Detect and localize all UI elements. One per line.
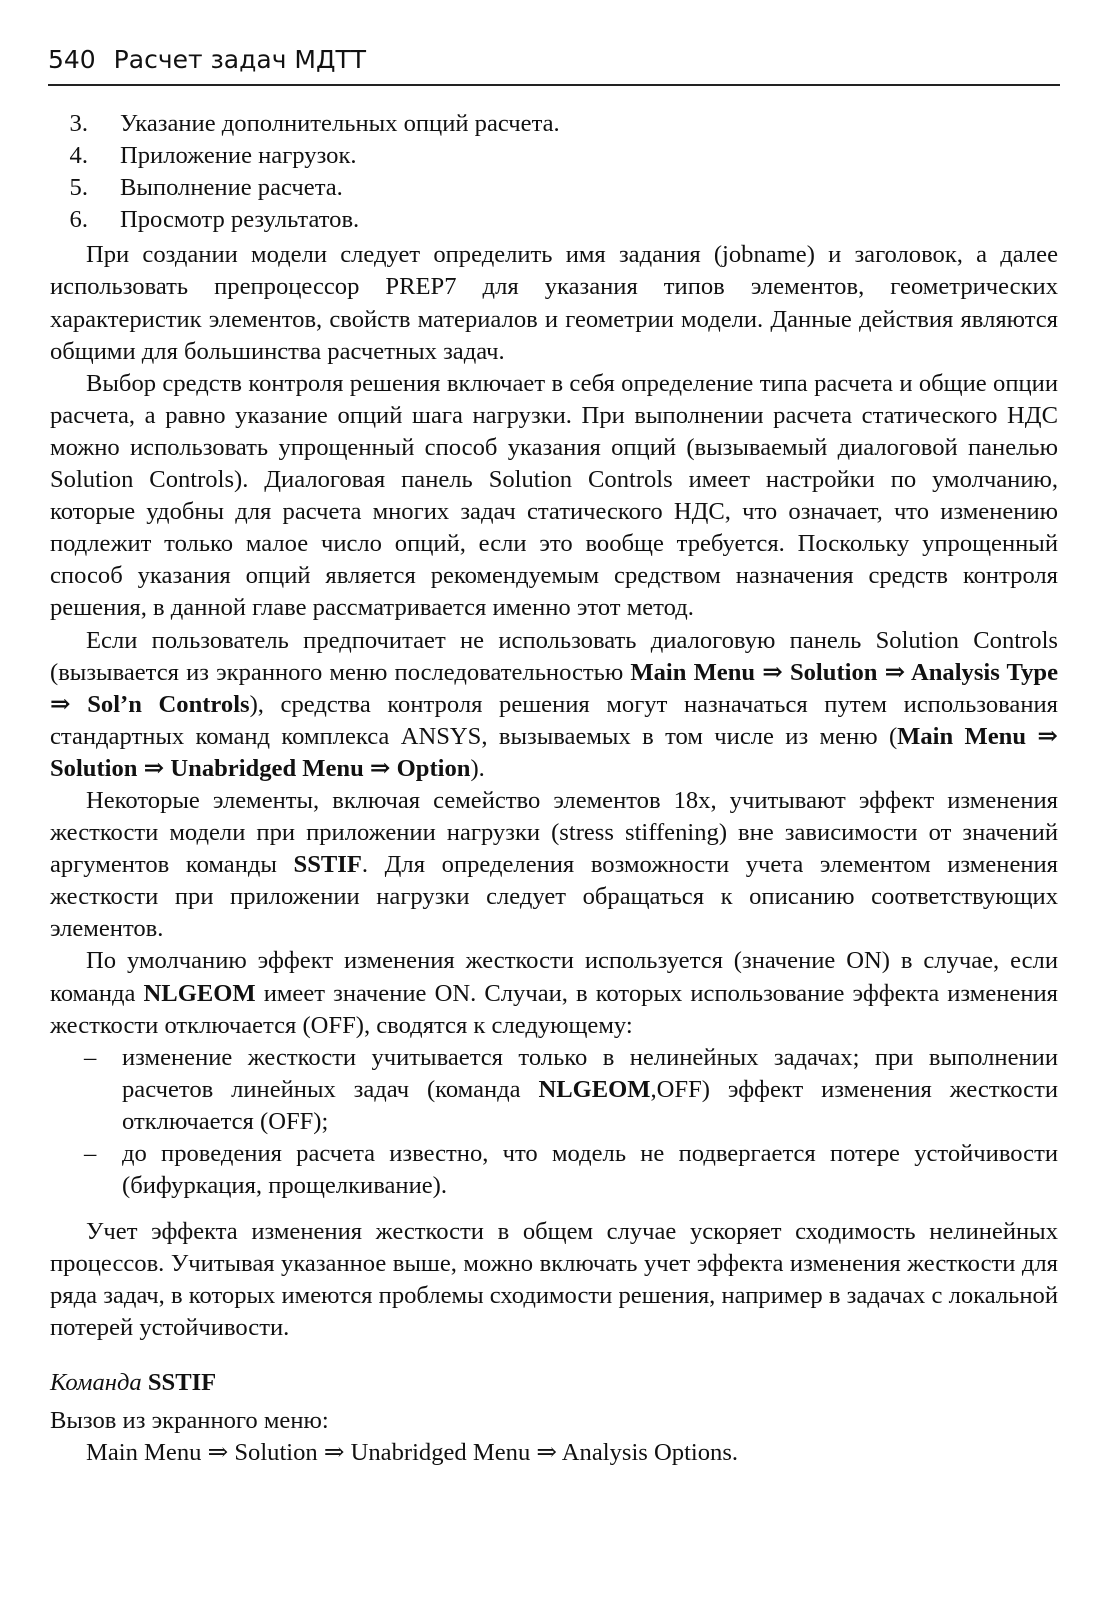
list-item: – до проведения расчета известно, что модель не подвергается потере устойчивости (бифуркация, прощелкивание). (84, 1140, 1058, 1200)
paragraph-model-creation: При создании модели следует определить имя задания (jobname) и заголовок, а далее использовать препроцессор PREP7 для указания типов элементов, геометрических характеристик элементов, свойств материалов и геометрии модели. Данные действия являются общими для большинства расчетных задач. (50, 241, 1058, 365)
list-item: 6. Просмотр результатов. (69, 206, 360, 234)
command-sstif: SSTIF (293, 851, 362, 879)
paragraph-convergence: Учет эффекта изменения жесткости в общем случае ускоряет сходимость нелинейных процессов. Учитывая указанное выше, можно включать учет эффекта изменения жесткости для ряда задач, в которых имеются проблемы сходимости решения, например в задачах с локальной потерей устойчивости. (50, 1218, 1058, 1342)
running-header (48, 38, 1060, 86)
menu-call-label: Вызов из экранного меню: (50, 1406, 329, 1434)
paragraph-stress-stiffening: Некоторые элементы, включая семейство элементов 18x, учитывают эффект изменения жесткости модели при приложении нагрузки (stress stiffening) вне зависимости от значений аргументов команды SSTIF. Для определения возможности учета элементом изменения жесткости при приложении нагрузки следует обращаться к описанию соответствующих элементов. (50, 786, 1058, 943)
list-item: 5. Выполнение расчета. (69, 174, 343, 202)
paragraph-standard-commands: Если пользователь предпочитает не использовать диалоговую панель Solution Controls (вызывается из экранного меню последовательностью Main Menu ⇒ Solution ⇒ Analysis Type ⇒ Sol’n Controls), средства контроля решения могут назначаться путем использования стандартных команд комплекса ANSYS, вызываемых в том числе из меню (Main Menu ⇒ Solution ⇒ Unabridged Menu ⇒ Option). (50, 626, 1058, 782)
paragraph-default-on: По умолчанию эффект изменения жесткости используется (значение ON) в случае, если команда NLGEOM имеет значение ON. Случаи, в которых использование эффекта изменения жесткости отключается (OFF), сводятся к следующему: (50, 947, 1058, 1039)
page-number: 540 (48, 45, 96, 74)
list-item: 4. Приложение нагрузок. (69, 142, 357, 170)
menu-call-path: Main Menu ⇒ Solution ⇒ Unabridged Menu ⇒ Analysis Options. (86, 1438, 739, 1466)
off-cases-list (50, 1042, 1058, 1202)
running-title: Расчет задач МДТТ (113, 45, 367, 74)
list-item: – изменение жесткости учитывается только в нелинейных задачах; при выполнении расчетов линейных задач (команда NLGEOM,OFF) эффект изменения жесткости отключается (OFF); (84, 1043, 1058, 1135)
steps-list (50, 108, 1058, 236)
command-nlgeom: NLGEOM (143, 979, 256, 1007)
paragraph-solution-controls: Выбор средств контроля решения включает в себя определение типа расчета и общие опции расчета, а равно указание опций шага нагрузки. При выполнении расчета статического НДС можно использовать упрощенный способ указания опций (вызываемый диалоговой панелью Solution Controls). Диалоговая панель Solution Controls имеет настройки по умолчанию, которые удобны для расчета многих задач статического НДС, что означает, что изменению подлежит только малое число опций, если это вообще требуется. Поскольку упрощенный способ указания опций является рекомендуемым средством назначения средств контроля решения, в данной главе рассматривается именно этот метод. (50, 369, 1058, 622)
menu-path-solncontrols: Main Menu ⇒ Solution ⇒ Analysis Type ⇒ Sol’n Controls (50, 658, 1058, 718)
command-heading: Команда SSTIF (50, 1368, 217, 1396)
list-item: 3. Указание дополнительных опций расчета. (69, 110, 560, 137)
page-body (50, 108, 1058, 1469)
menu-path-option: Main Menu ⇒ Solution ⇒ Unabridged Menu ⇒ Option (50, 722, 1058, 782)
